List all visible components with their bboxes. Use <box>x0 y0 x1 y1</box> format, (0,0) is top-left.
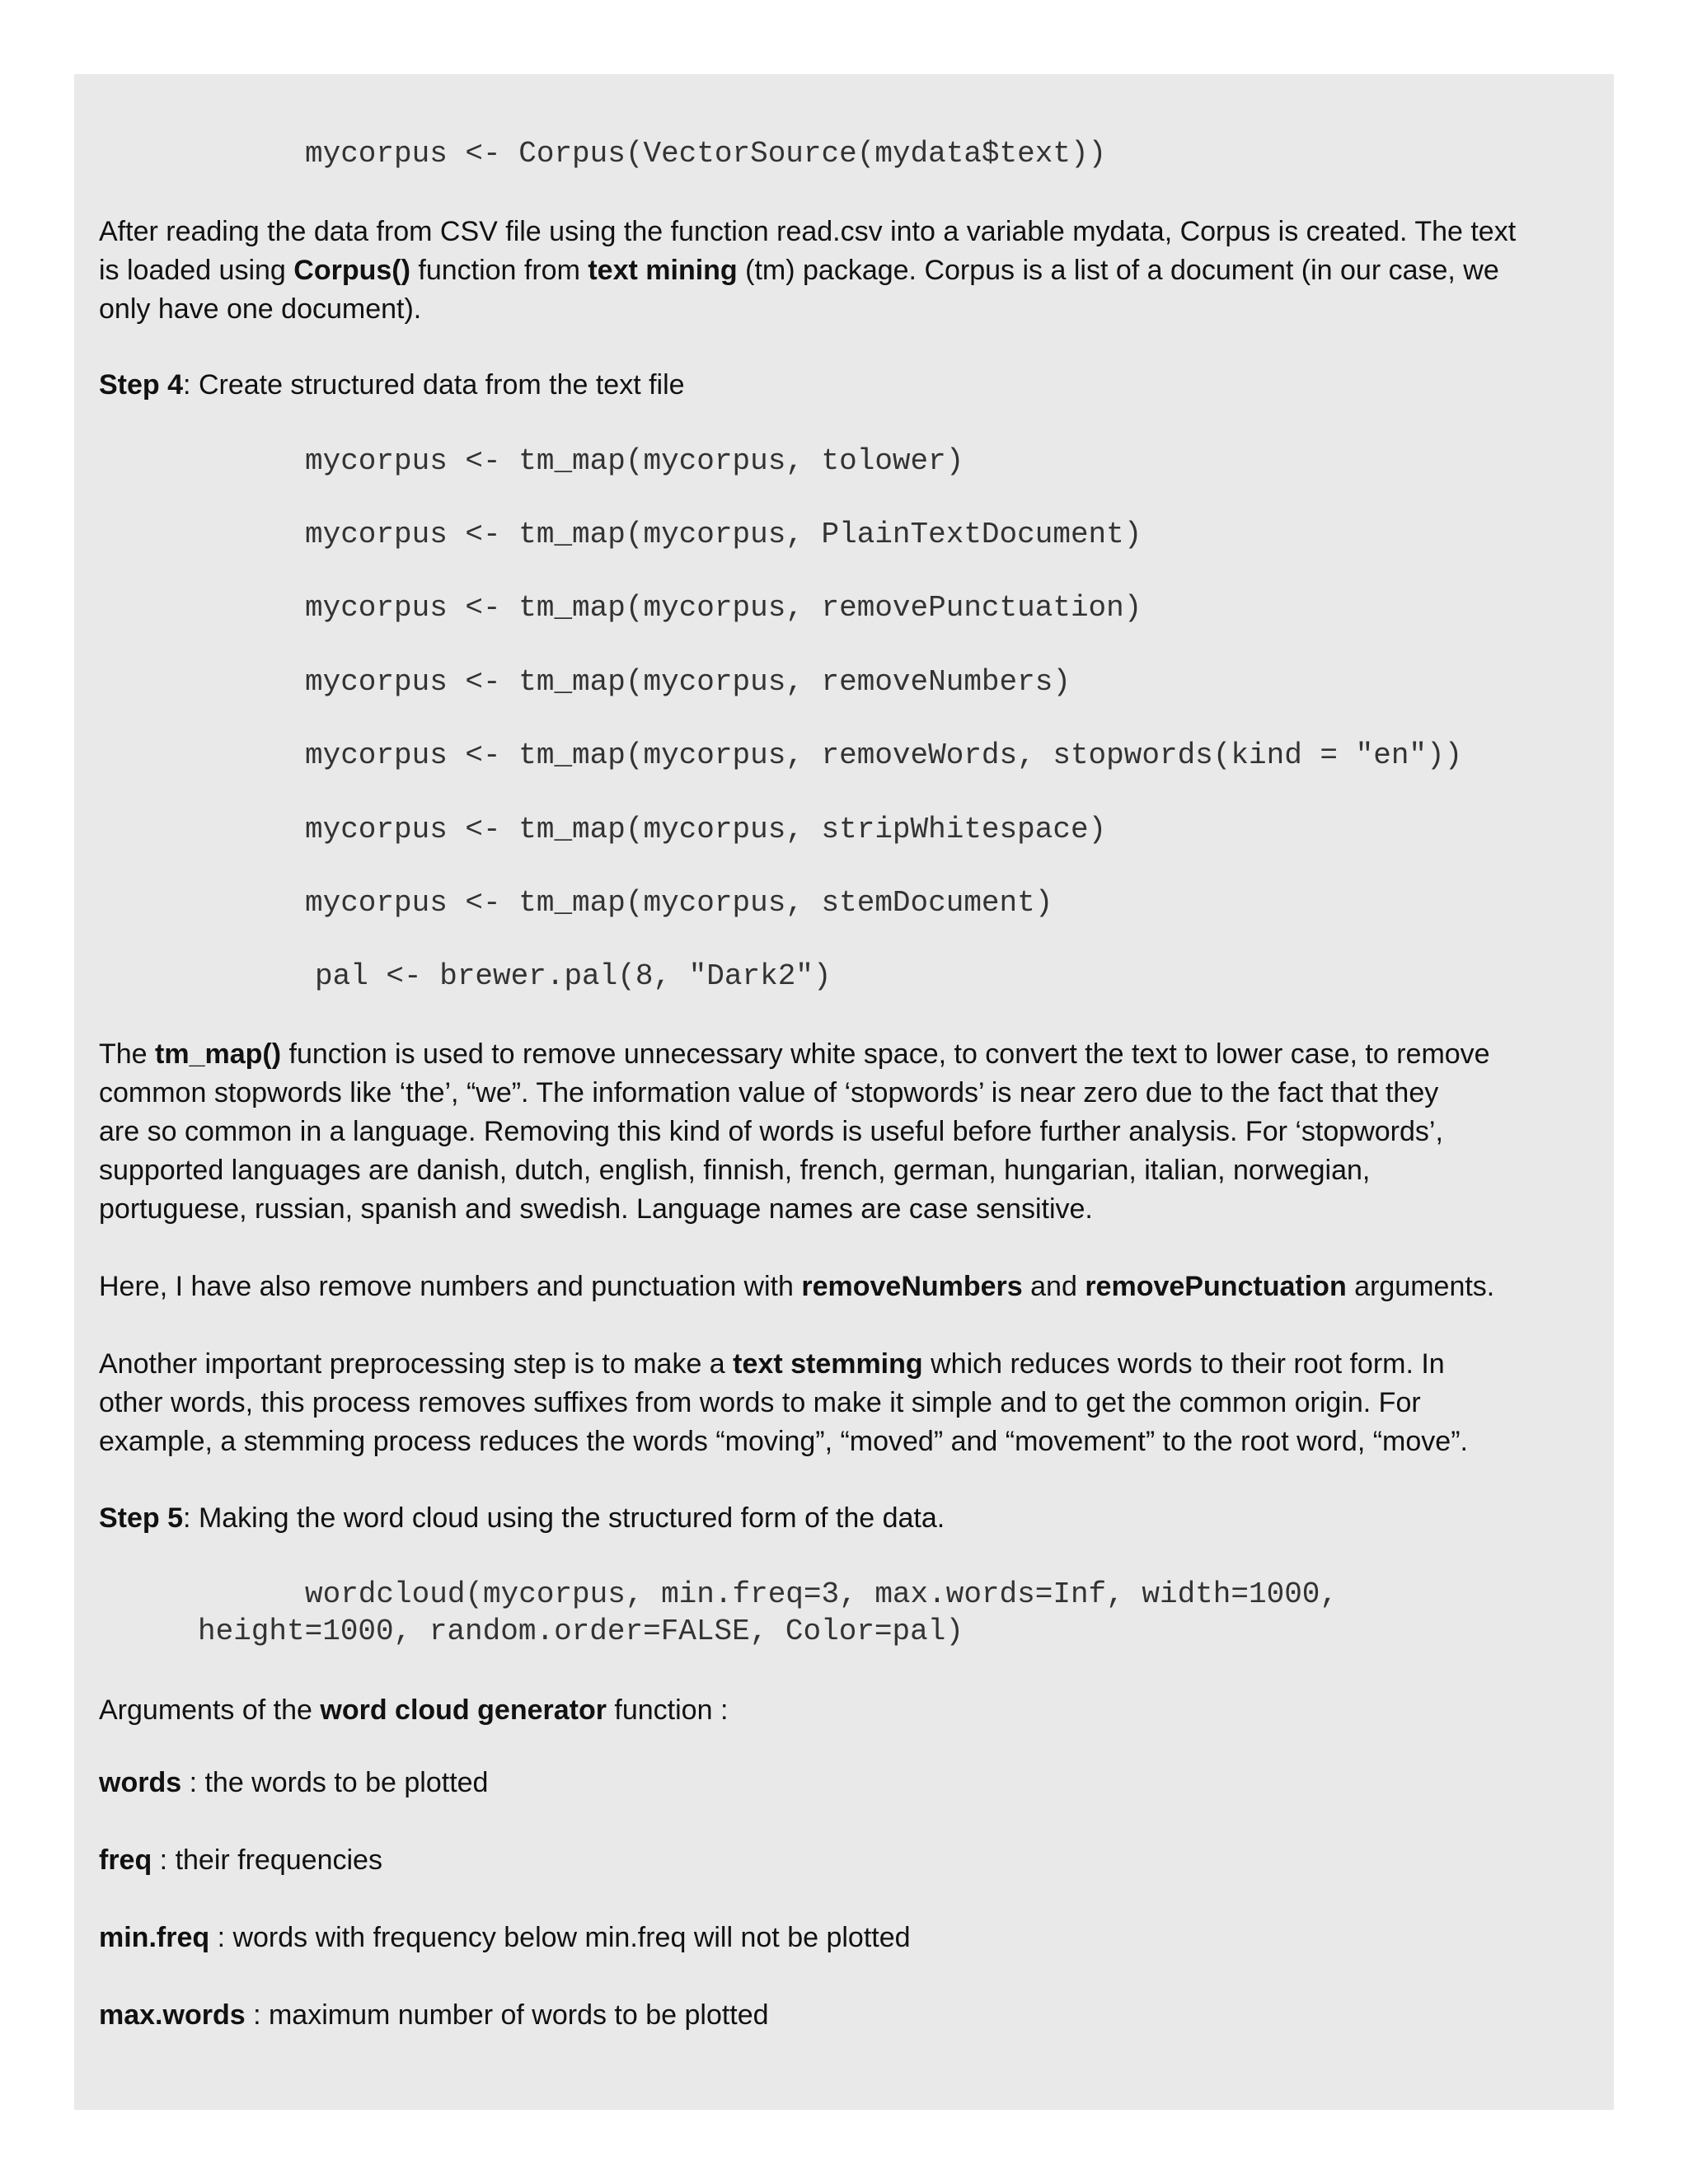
keyword-tm-map: tm_map() <box>155 1038 282 1070</box>
step-5-text: : Making the word cloud using the structured form of the data. <box>183 1502 945 1534</box>
code-tm-map-2: mycorpus <- tm_map(mycorpus, PlainTextDocument) <box>305 518 1142 551</box>
paragraph-stemming <box>99 1345 1468 1461</box>
step-4-label: Step 4 <box>99 369 184 401</box>
keyword-corpus: Corpus() <box>293 255 410 286</box>
argument-words <box>99 1764 488 1802</box>
arguments-intro <box>99 1691 728 1730</box>
paragraph-text: Here, I have also remove numbers and punctuation with <box>99 1271 802 1302</box>
code-corpus: mycorpus <- Corpus(VectorSource(mydata$text)) <box>305 137 1107 171</box>
argument-freq <box>99 1841 382 1880</box>
argument-term: freq <box>99 1844 152 1876</box>
code-wordcloud-line-2: height=1000, random.order=FALSE, Color=pal) <box>198 1615 964 1648</box>
code-pal: pal <- brewer.pal(8, "Dark2") <box>315 959 832 993</box>
paragraph-text: and <box>1022 1271 1085 1302</box>
step-4-text: : Create structured data from the text file <box>183 369 685 401</box>
argument-min-freq <box>99 1919 911 1957</box>
keyword-word-cloud-generator: word cloud generator <box>320 1694 607 1726</box>
step-5-heading <box>99 1499 945 1538</box>
paragraph-text: Arguments of the <box>99 1694 321 1726</box>
code-tm-map-5: mycorpus <- tm_map(mycorpus, removeWords, stopwords(kind = "en")) <box>305 738 1463 772</box>
paragraph-line: portuguese, russian, spanish and swedish. Language names are case sensitive. <box>99 1193 1093 1225</box>
code-tm-map-1: mycorpus <- tm_map(mycorpus, tolower) <box>305 444 964 478</box>
paragraph-line: common stopwords like ‘the’, “we”. The information value of ‘stopwords’ is near zero due to the fact that they <box>99 1077 1439 1108</box>
paragraph-text: (tm) package. Corpus is a list of a document (in our case, we <box>737 255 1499 286</box>
paragraph-line: supported languages are danish, dutch, english, finnish, french, german, hungarian, italian, norwegian, <box>99 1155 1371 1186</box>
code-wordcloud-line-1: wordcloud(mycorpus, min.freq=3, max.words=Inf, width=1000, <box>305 1577 1339 1611</box>
argument-term: words <box>99 1767 182 1798</box>
argument-description: : the words to be plotted <box>181 1767 489 1798</box>
paragraph-text: function is used to remove unnecessary white space, to convert the text to lower case, to remove <box>281 1038 1490 1070</box>
step-5-label: Step 5 <box>99 1502 184 1534</box>
keyword-text-mining: text mining <box>588 255 738 286</box>
paragraph-line: are so common in a language. Removing this kind of words is useful before further analysis. For ‘stopwords’, <box>99 1116 1443 1147</box>
paragraph-text: function from <box>410 255 588 286</box>
paragraph-line: After reading the data from CSV file using the function read.csv into a variable mydata, Corpus is created. The text <box>99 216 1517 247</box>
paragraph-line: only have one document). <box>99 293 422 325</box>
paragraph-remove <box>99 1268 1494 1306</box>
keyword-remove-numbers: removeNumbers <box>801 1271 1023 1302</box>
paragraph-text: which reduces words to their root form. In <box>922 1348 1445 1380</box>
argument-max-words <box>99 1996 769 2035</box>
keyword-remove-punctuation: removePunctuation <box>1085 1271 1347 1302</box>
paragraph-text: is loaded using <box>99 255 294 286</box>
paragraph-line: example, a stemming process reduces the words “moving”, “moved” and “movement” to the root word, “move”. <box>99 1426 1468 1457</box>
code-tm-map-4: mycorpus <- tm_map(mycorpus, removeNumbers) <box>305 665 1071 699</box>
paragraph-text: arguments. <box>1346 1271 1495 1302</box>
argument-description: : their frequencies <box>152 1844 382 1876</box>
code-tm-map-7: mycorpus <- tm_map(mycorpus, stemDocument) <box>305 886 1053 920</box>
argument-description: : maximum number of words to be plotted <box>245 1999 769 2031</box>
argument-term: max.words <box>99 1999 246 2031</box>
argument-term: min.freq <box>99 1922 210 1953</box>
paragraph-text: The <box>99 1038 156 1070</box>
keyword-text-stemming: text stemming <box>733 1348 923 1380</box>
argument-description: : words with frequency below min.freq will not be plotted <box>209 1922 911 1953</box>
paragraph-text: Another important preprocessing step is to make a <box>99 1348 734 1380</box>
code-tm-map-3: mycorpus <- tm_map(mycorpus, removePunctuation) <box>305 591 1142 625</box>
paragraph-line: other words, this process removes suffixes from words to make it simple and to get the common origin. For <box>99 1387 1421 1418</box>
paragraph-tm-map <box>99 1035 1490 1229</box>
step-4-heading <box>99 366 685 405</box>
paragraph-corpus <box>99 213 1516 329</box>
paragraph-text: function : <box>606 1694 729 1726</box>
code-tm-map-6: mycorpus <- tm_map(mycorpus, stripWhitespace) <box>305 813 1107 846</box>
